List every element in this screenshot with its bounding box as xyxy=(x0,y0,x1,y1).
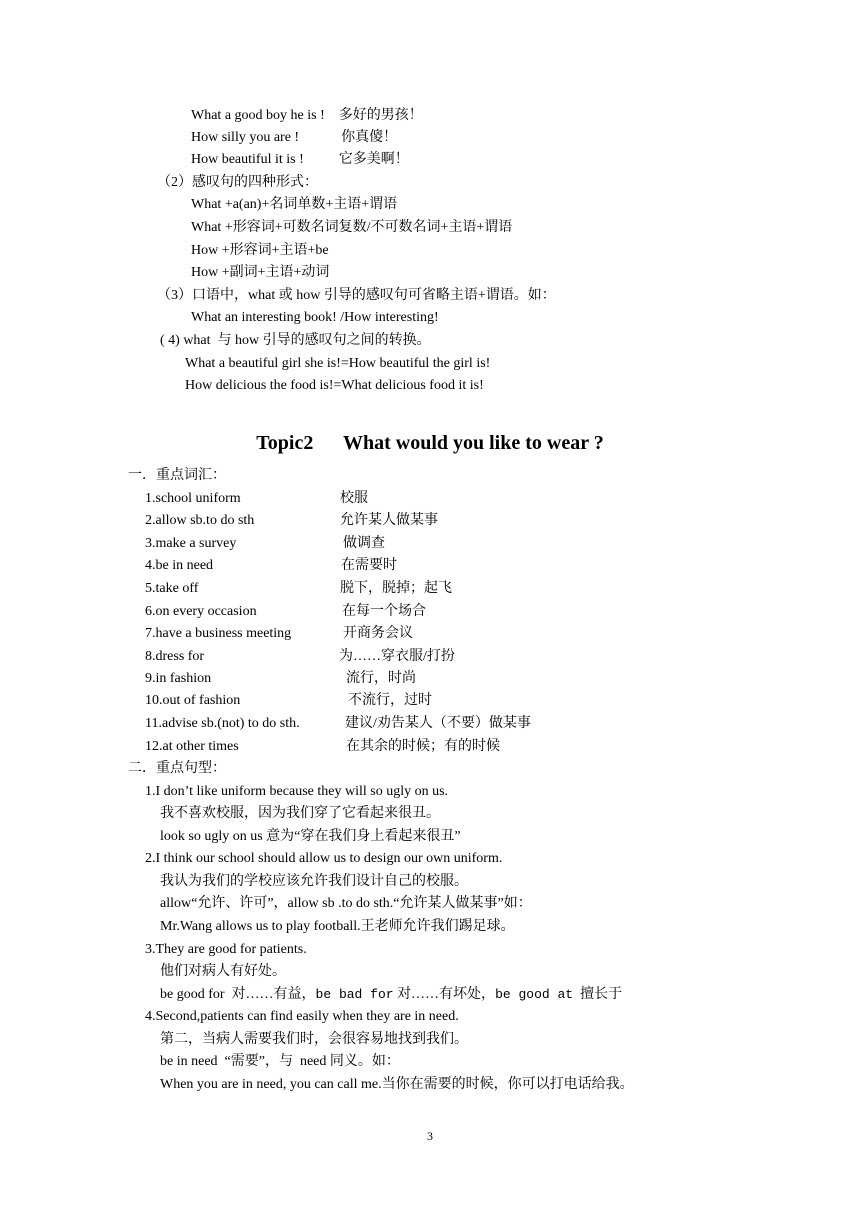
formula-line: How +形容词+主语+be xyxy=(191,243,329,258)
page-number: 3 xyxy=(427,1129,433,1143)
key-sentence: 2.I think our school should allow us to design our own uniform. xyxy=(145,851,503,866)
vocab-term: 6.on every occasion xyxy=(145,604,257,619)
sentence-heading: 二．重点句型： xyxy=(128,761,226,776)
example-sentence: How delicious the food is!=What delicious food it is! xyxy=(185,378,484,393)
vocab-meaning: 开商务会议 xyxy=(343,626,413,641)
explanation-part: 对……有坏处， xyxy=(393,987,496,1002)
vocab-meaning: 流行，时尚 xyxy=(346,671,416,686)
explanation: be in need “需要”，与 need 同义。如： xyxy=(160,1054,400,1069)
vocab-meaning: 在其余的时候；有的时候 xyxy=(346,739,500,754)
vocab-term: 8.dress for xyxy=(145,649,205,664)
key-sentence: 3.They are good for patients. xyxy=(145,942,307,957)
explanation-part: 擅长于 xyxy=(573,987,623,1002)
example-sentence: When you are in need, you can call me.当你在需要的时候，你可以打电话给我。 xyxy=(160,1077,634,1092)
phrase-mono: be good at xyxy=(495,987,574,1002)
explanation-part: be good for 对……有益， xyxy=(160,987,316,1002)
explanation: look so ugly on us 意为“穿在我们身上看起来很丑” xyxy=(160,829,461,844)
vocab-meaning: 建议/劝告某人（不要）做某事 xyxy=(345,716,531,731)
topic-title: Topic2 What would you like to wear ? xyxy=(256,432,604,454)
key-sentence: 1.I don’t like uniform because they will so ugly on us. xyxy=(145,784,449,799)
vocab-term: 4.be in need xyxy=(145,558,214,573)
vocab-term: 11.advise sb.(not) to do sth. xyxy=(145,716,300,731)
explanation xyxy=(160,986,622,1004)
key-sentence: 4.Second,patients can find easily when they are in need. xyxy=(145,1009,459,1024)
formula-line: What +a(an)+名词单数+主语+谓语 xyxy=(191,197,398,212)
example-sentence: What a good boy he is ! 多好的男孩！ xyxy=(191,108,423,123)
vocab-meaning: 在需要时 xyxy=(341,558,397,573)
example-sentence: What an interesting book! /How interesting! xyxy=(191,310,439,325)
example-sentence: Mr.Wang allows us to play football.王老师允许我们踢足球。 xyxy=(160,919,515,934)
vocab-term: 5.take off xyxy=(145,581,199,596)
vocab-term: 3.make a survey xyxy=(145,536,237,551)
subsection-heading: （2）感叹句的四种形式： xyxy=(157,175,318,190)
translation: 我认为我们的学校应该允许我们设计自己的校服。 xyxy=(160,874,468,889)
subsection-heading: ( 4) what 与 how 引导的感叹句之间的转换。 xyxy=(160,333,431,348)
vocab-term: 9.in fashion xyxy=(145,671,212,686)
subsection-heading: （3）口语中，what 或 how 引导的感叹句可省略主语+谓语。如： xyxy=(157,288,556,303)
vocab-meaning: 为……穿衣服/打扮 xyxy=(339,649,455,664)
phrase-mono: be bad for xyxy=(315,987,394,1002)
explanation: allow“允许、许可”，allow sb .to do sth.“允许某人做某事”如： xyxy=(160,896,532,911)
vocab-meaning: 在每一个场合 xyxy=(342,604,426,619)
vocab-term: 12.at other times xyxy=(145,739,239,754)
vocab-term: 10.out of fashion xyxy=(145,693,241,708)
vocab-meaning: 做调查 xyxy=(343,536,385,551)
example-sentence: What a beautiful girl she is!=How beautiful the girl is! xyxy=(185,356,491,371)
vocab-meaning: 校服 xyxy=(340,491,368,506)
translation: 他们对病人有好处。 xyxy=(160,964,286,979)
vocab-meaning: 脱下，脱掉；起飞 xyxy=(340,581,452,596)
example-sentence: How silly you are ! 你真傻！ xyxy=(191,130,398,145)
formula-line: What +形容词+可数名词复数/不可数名词+主语+谓语 xyxy=(191,220,513,235)
translation: 第二，当病人需要我们时，会很容易地找到我们。 xyxy=(160,1032,468,1047)
translation: 我不喜欢校服，因为我们穿了它看起来很丑。 xyxy=(160,806,440,821)
vocab-term: 1.school uniform xyxy=(145,491,241,506)
formula-line: How +副词+主语+动词 xyxy=(191,265,330,280)
vocab-heading: 一．重点词汇： xyxy=(128,468,226,483)
example-sentence: How beautiful it is ! 它多美啊！ xyxy=(191,152,409,167)
vocab-meaning: 允许某人做某事 xyxy=(340,513,438,528)
vocab-meaning: 不流行，过时 xyxy=(348,693,432,708)
vocab-term: 2.allow sb.to do sth xyxy=(145,513,255,528)
vocab-term: 7.have a business meeting xyxy=(145,626,292,641)
